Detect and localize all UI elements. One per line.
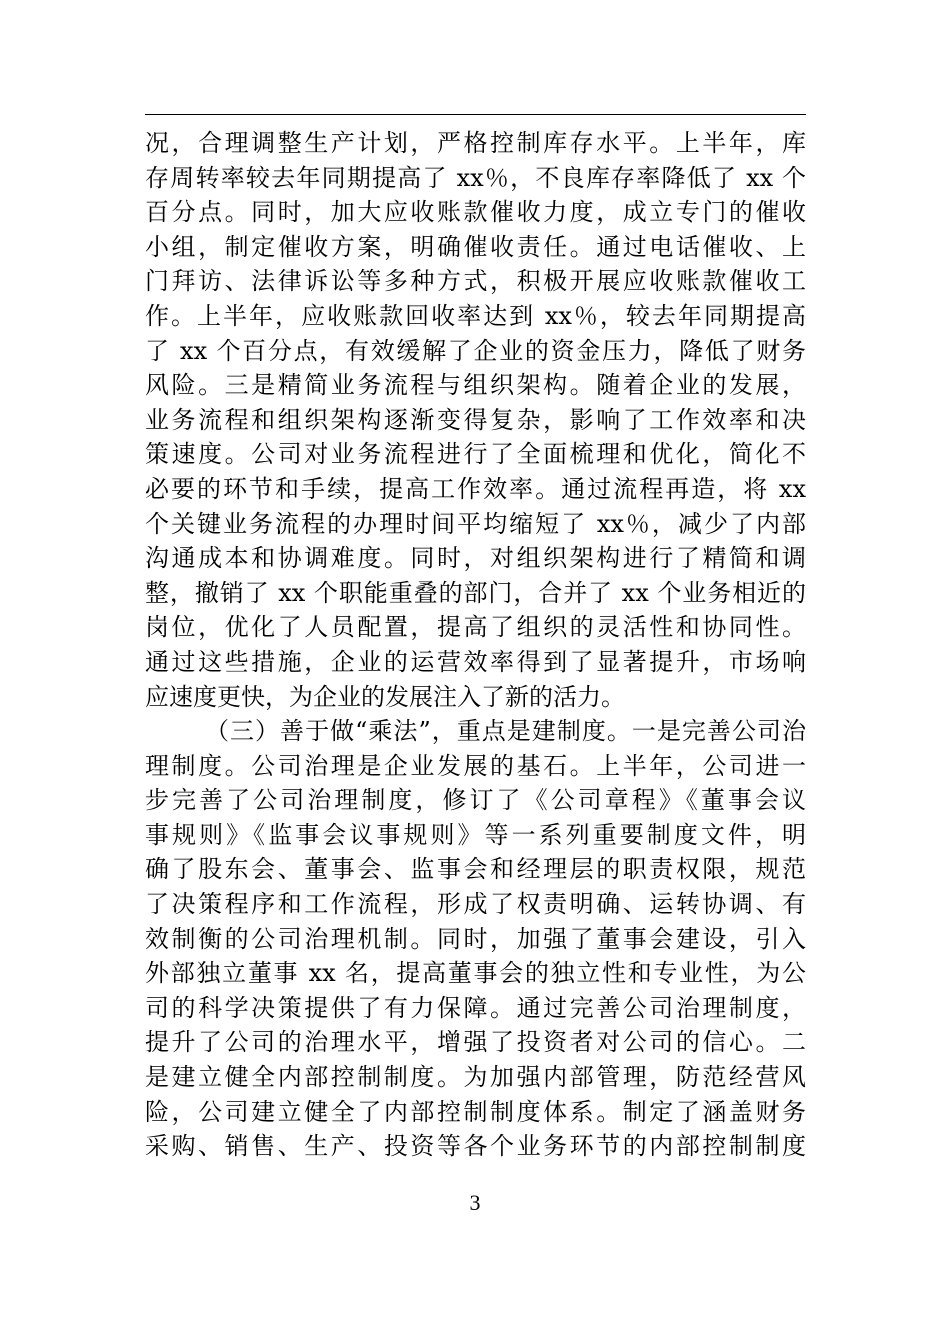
text-line: 是建立健全内部控制制度。为加强内部管理，防范经营风 (145, 1063, 806, 1092)
text-line: 策速度。公司对业务流程进行了全面梳理和优化，简化不 (145, 440, 806, 469)
text-line: 存周转率较去年同期提高了 xx％，不良库存率降低了 xx 个 (145, 163, 806, 192)
text-line: 岗位，优化了人员配置，提高了组织的灵活性和协同性。 (145, 613, 806, 642)
text-line: 效制衡的公司治理机制。同时，加强了董事会建设，引入 (145, 924, 806, 953)
text-line: 确了股东会、董事会、监事会和经理层的职责权限，规范 (145, 855, 806, 884)
text-line: 作。上半年，应收账款回收率达到 xx％，较去年同期提高 (145, 301, 806, 330)
text-line: 外部独立董事 xx 名，提高董事会的独立性和专业性，为公 (145, 959, 806, 988)
text-line: 提升了公司的治理水平，增强了投资者对公司的信心。二 (145, 1028, 806, 1057)
page-number: 3 (469, 1190, 481, 1215)
paragraph-1 (145, 126, 806, 714)
text-line: 况，合理调整生产计划，严格控制库存水平。上半年，库 (145, 129, 806, 157)
header-rule (145, 114, 806, 115)
text-line: 门拜访、法律诉讼等多种方式，积极开展应收账款催收工 (145, 267, 806, 296)
text-line: 理制度。公司治理是企业发展的基石。上半年，公司进一 (145, 751, 806, 780)
section-heading-line: （三）善于做“乘法”，重点是建制度。一是完善公司治 (205, 717, 806, 746)
paragraph-2 (145, 714, 806, 1164)
text-line: 了 xx 个百分点，有效缓解了企业的资金压力，降低了财务 (145, 336, 806, 365)
text-line: 风险。三是精简业务流程与组织架构。随着企业的发展， (145, 371, 806, 400)
text-line: 百分点。同时，加大应收账款催收力度，成立专门的催收 (145, 198, 806, 227)
text-line: 整，撤销了 xx 个职能重叠的部门，合并了 xx 个业务相近的 (145, 578, 806, 607)
text-line: 事规则》《监事会议事规则》等一系列重要制度文件，明 (145, 820, 806, 849)
text-line: 沟通成本和协调难度。同时，对组织架构进行了精简和调 (145, 544, 806, 573)
text-line: 必要的环节和手续，提高工作效率。通过流程再造，将 xx (145, 474, 806, 503)
text-line: 小组，制定催收方案，明确催收责任。通过电话催收、上 (145, 232, 806, 261)
text-line: 采购、销售、生产、投资等各个业务环节的内部控制制度 (145, 1132, 806, 1161)
text-line: 了决策程序和工作流程，形成了权责明确、运转协调、有 (145, 890, 806, 919)
text-line: 个关键业务流程的办理时间平均缩短了 xx％，减少了内部 (145, 509, 806, 538)
text-line: 步完善了公司治理制度，修订了《公司章程》《董事会议 (145, 786, 806, 815)
text-line: 应速度更快，为企业的发展注入了新的活力。 (145, 682, 625, 711)
document-body (145, 126, 806, 1164)
text-line: 业务流程和组织架构逐渐变得复杂，影响了工作效率和决 (145, 405, 806, 434)
text-line: 通过这些措施，企业的运营效率得到了显著提升，市场响 (145, 647, 806, 676)
text-line: 险，公司建立健全了内部控制制度体系。制定了涵盖财务 (145, 1097, 806, 1126)
text-line: 司的科学决策提供了有力保障。通过完善公司治理制度， (145, 993, 806, 1022)
